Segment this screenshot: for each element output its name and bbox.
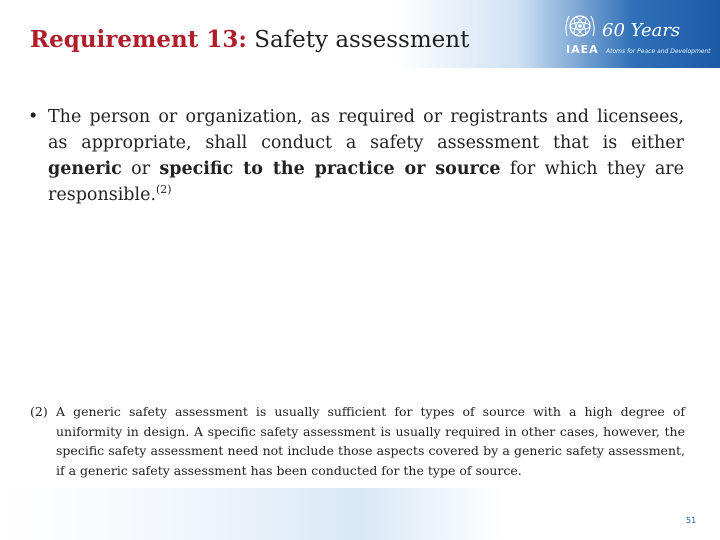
iaea-wordmark: IAEA xyxy=(566,43,599,56)
sixty-years-text: 60 Years xyxy=(602,20,681,41)
slide-header xyxy=(0,0,720,68)
bullet-text-part: or xyxy=(121,159,160,179)
footnote-text: A generic safety assessment is usually sufficient for types of source with a high degree of uniformity in design. A specific safety assessment is usually required in other cases, however, the specific safety assessment need not include those aspects covered by a generic safety assessment, if a generic safety assessment has been conducted for the type of source. xyxy=(56,404,685,478)
bullet-dot: • xyxy=(28,107,39,127)
slide-footer xyxy=(0,488,720,540)
bullet-point xyxy=(28,104,684,208)
iaea-60-years-logo xyxy=(562,10,711,60)
footnote xyxy=(30,402,685,480)
footnote-marker: (2) xyxy=(30,404,48,419)
footnote-reference: (2) xyxy=(156,183,172,196)
bullet-text xyxy=(48,104,684,208)
bullet-bold-specific: specific to the practice or source xyxy=(159,159,501,179)
bullet-bold-generic: generic xyxy=(48,159,122,179)
page-number: 51 xyxy=(686,516,697,525)
footer-panel xyxy=(502,488,720,540)
iaea-emblem-icon xyxy=(562,10,598,44)
requirement-label: Requirement 13: xyxy=(30,26,247,53)
bullet-text-part: The person or organization, as required or registrants and licensees, as appropriate, shall conduct a safety assessment that is either xyxy=(48,107,684,153)
requirement-title: Safety assessment xyxy=(254,27,470,53)
logo-tagline: Atoms for Peace and Development xyxy=(606,48,711,55)
bullet-text-part: for which they are responsible. xyxy=(48,159,684,205)
slide-title xyxy=(30,26,469,53)
